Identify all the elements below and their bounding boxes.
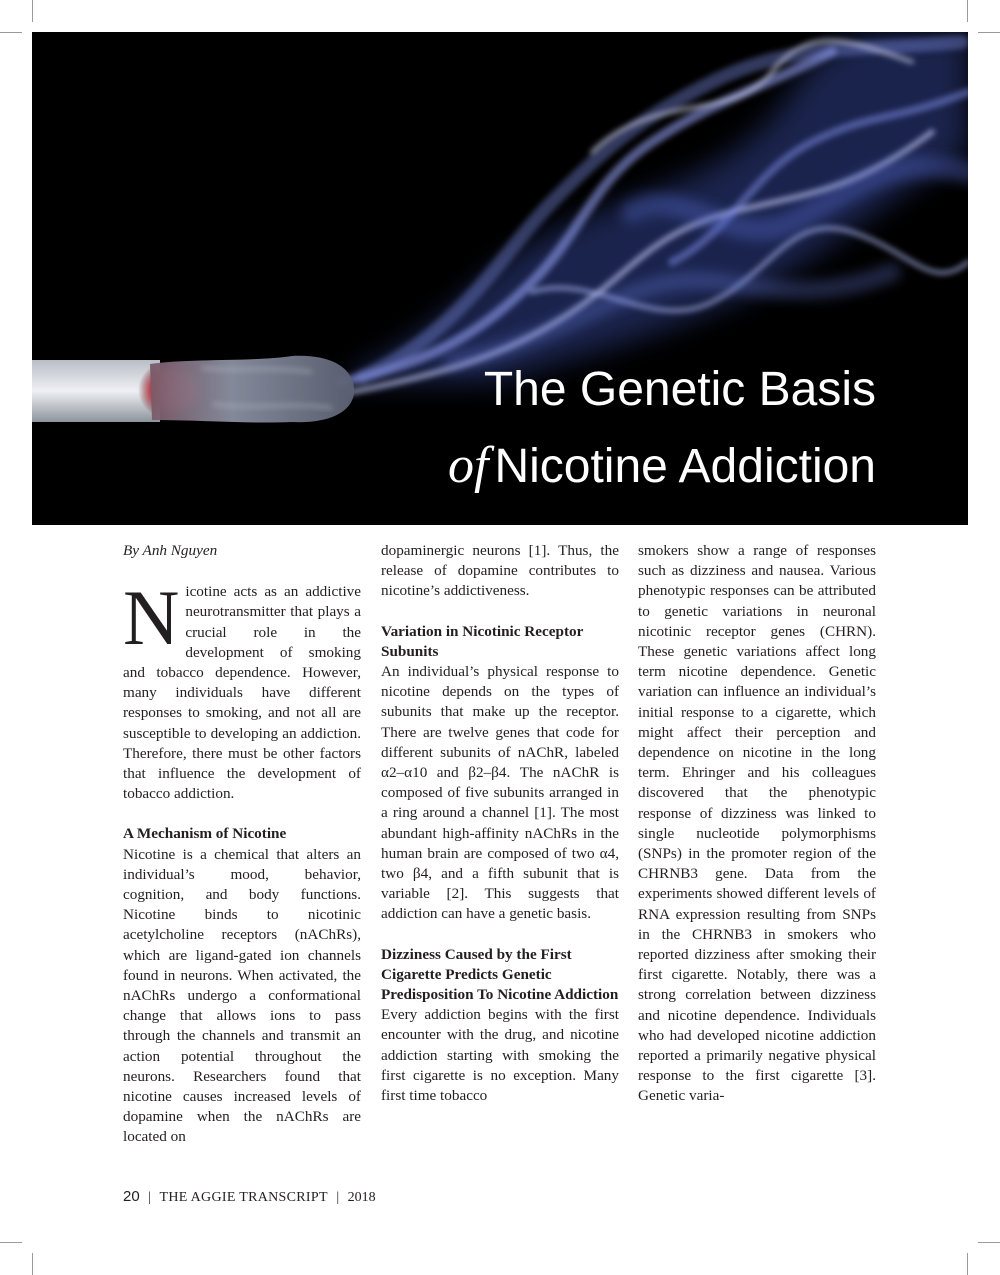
publication-year: 2018 (347, 1190, 376, 1205)
article-title-of: of (447, 437, 489, 494)
intro-paragraph (123, 574, 361, 804)
crop-mark (967, 1253, 968, 1275)
article-column-1 (123, 541, 361, 1148)
body-paragraph: An individual’s physical response to nicotine depends on the types of subunits that make up the receptor. There are twelve genes that code for different subunits of nAChR, labeled α2–α10 and β2–β4. The nAChR is composed of five subunits arranged in a ring around a channel [1]. The most abundant high-affinity nAChRs in the human brain are composed of two α4, two β4, and a fifth subunit that is variable [2]. This suggests that addiction can have a genetic basis. (381, 663, 619, 923)
article-title-line-2 (447, 437, 876, 494)
section-heading: A Mechanism of Nicotine (123, 825, 287, 843)
crop-mark (978, 1242, 1000, 1243)
page-footer (123, 1188, 376, 1206)
section-heading: Dizziness Caused by the First Cigarette Predicts Genetic Predisposition To Nicotine Addiction (381, 945, 619, 1004)
body-paragraph: dopaminergic neurons [1]. Thus, the release of dopamine contributes to nicotine’s addictiveness. (381, 542, 619, 600)
footer-separator: | (336, 1190, 340, 1205)
crop-mark (0, 1242, 22, 1243)
page-number: 20 (123, 1188, 140, 1205)
body-paragraph: Nicotine is a chemical that alters an individual’s mood, behavior, cognition, and body functions. Nicotine binds to nicotinic acetylcholine receptors (nAChRs), which are ligand-gated ion channels found in neurons. When activated, the nAChRs undergo a conformational change that allows ions to pass through the channels and transmit an action potential throughout the neurons. Researchers found that nicotine causes increased levels of dopamine when the nAChRs are located on (123, 845, 361, 1146)
crop-mark (32, 1253, 33, 1275)
article-column-3 (638, 541, 876, 1107)
publication-name: THE AGGIE TRANSCRIPT (159, 1190, 328, 1205)
hero-image (32, 32, 968, 525)
drop-cap: N (123, 574, 180, 662)
article-title-line-1: The Genetic Basis (483, 363, 876, 416)
byline: By Anh Nguyen (123, 542, 218, 559)
crop-mark (0, 32, 22, 33)
section-heading: Variation in Nicotinic Receptor Subunits (381, 622, 584, 660)
body-paragraph: Every addiction begins with the first encounter with the drug, and nicotine addiction starting with smoking the first cigarette is no exception. Many first time tobacco (381, 1006, 619, 1105)
footer-separator: | (148, 1190, 151, 1205)
body-paragraph: smokers show a range of responses such as dizziness and nausea. Various phenotypic responses can be attributed to genetic variations in neuronal nicotinic receptor genes (CHRN). These genetic variations affect long term nicotine dependence. Genetic variation can influence an individual’s initial response to a cigarette, which might affect their perception and dependence on nicotine in the long term. Ehringer and his colleagues discovered that the phenotypic response of dizziness was linked to single nucleotide polymorphisms (SNPs) in the promoter region of the CHRNB3 gene. Data from the experiments showed different levels of RNA expression resulting from SNPs in the CHRNB3 in smokers who reported dizziness after smoking their first cigarette. Notably, there was a strong correlation between dizziness and nicotine dependence. Individuals who had developed nicotine addiction reported a primarily negative physical response to the first cigarette [3]. Genetic varia- (638, 542, 876, 1105)
crop-mark (967, 0, 968, 22)
crop-mark (32, 0, 33, 22)
article-column-2 (381, 541, 619, 1106)
crop-mark (978, 32, 1000, 33)
article-title-line-2-text: Nicotine Addiction (494, 440, 876, 493)
intro-text: icotine acts as an addictive neurotransmitter that plays a crucial role in the development of smoking and tobacco dependence. However, many individuals have different responses to smoking, and not all are susceptible to developing an addiction. Therefore, there must be other factors that influence the development of tobacco addiction. (123, 583, 361, 803)
